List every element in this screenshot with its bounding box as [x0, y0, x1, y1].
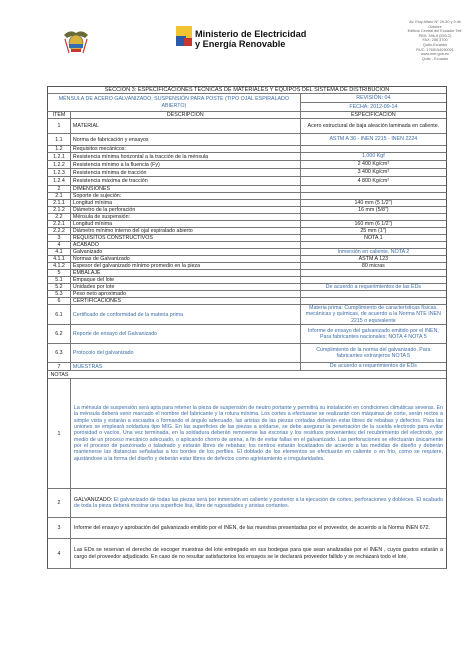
- note-text: [71, 489, 446, 517]
- row-specification: 160 mm (6 1/2"): [354, 221, 393, 227]
- row-item-number: 2.2.1: [48, 221, 71, 227]
- note-body: La ménsula de suspensión será apta para retener la pieza de suspensión de neutro portante y permitirá su instalación en condiciones climáticas severas. En la ménsula deberá venir marcado el nombre del fabricante y la rotura mínima. Los cortes a efectuarse se realizarán con máquinas de corte, serán rectos a simple vista y estarán a escuadra o formando el ángulo adecuado, las aristas de las piezas cortadas deberán estar libres de rebabas y defectos. Para las uniones se empleará soldadura tipo MIG. En las superficies de las piezas a soldarse, se debe asegurar la penetración de la suelda electrodo para evitar porosidad o vacíos. Una vez terminada, en la soldadura deberán removerse las escorias y los residuos provenientes del recubrimiento del electrodo, por medio de un proceso mecánico adecuado, o aplicando chorro de arena, a fin de evitar fallas en el galvanizado. Las perforaciones se efectuarán únicamente por el proceso de punzonado o taladrado y estarán libres de rebabas; los centros estarán localizados de acuerdo a las medidas de diseño y deberán mantenerse las distancias señaladas a los bordes de los perfiles. El doblado de los elementos se efectuarán en caliente o en frío, como se requiere, ajustándose a la forma del diseño y deberán estar libres de defectos como agrietamiento e irregularidades.: [73, 405, 443, 462]
- doc-title-row: [47, 94, 447, 112]
- table-row: [47, 228, 447, 235]
- row-item-number: 4.1: [48, 249, 71, 255]
- note-row: [47, 518, 447, 539]
- note-number: 4: [48, 539, 71, 568]
- row-description: EMBALAJE: [71, 270, 301, 276]
- row-description: Resistencia mínima de tracción: [71, 169, 301, 176]
- note-number: 1: [48, 379, 71, 488]
- table-row: [47, 134, 447, 146]
- row-item-number: 1: [48, 119, 71, 133]
- table-row: [47, 221, 447, 228]
- table-row: [47, 270, 447, 277]
- notes-header-row: [47, 371, 447, 379]
- row-description: REQUISITOS CONSTRUCTIVOS: [71, 235, 301, 241]
- row-description: Certificado de conformidad de la materia prima: [71, 305, 301, 324]
- table-row: [47, 325, 447, 344]
- ministry-logo-red-icon: [184, 38, 192, 46]
- address-line: PBX: 396-9 (593-2): [418, 33, 452, 38]
- row-specification: Cumplimiento de la norma del galvanizado. Para fabricantes extranjeros NOTA 5: [316, 346, 431, 359]
- coat-of-arms-icon: [62, 27, 90, 55]
- table-row: [47, 298, 447, 305]
- row-description: Resistencia mínima horizontal a la tracción de la ménsula: [71, 153, 301, 160]
- row-specification: [301, 146, 446, 152]
- address-line: www.mer.gob.ec: [421, 52, 449, 57]
- table-row: [47, 186, 447, 193]
- row-description: DIMENSIONES: [71, 186, 301, 192]
- row-description: Norma de fabricación y ensayos: [71, 134, 301, 145]
- row-item-number: 1.2: [48, 146, 71, 152]
- note-body: El galvanizado de todas las piezas será por inmersión en caliente y posterior a la ejecución de cortes, perforaciones y dobleces. El acabado de toda la pieza deberá mostrar una superficie lisa, libre de rugosidades y aristas cortantes.: [73, 496, 443, 509]
- notes-list: [47, 379, 447, 569]
- row-description: Empaque del lote: [71, 277, 301, 283]
- row-description: Requisitos mecánicos:: [71, 146, 301, 152]
- row-specification: 140 mm (5 1/2"): [354, 200, 393, 206]
- row-specification: 16 mm (5/8"): [358, 207, 389, 213]
- row-description: Longitud mínima: [71, 200, 301, 206]
- note-text: [71, 379, 446, 488]
- row-item-number: 1.1: [48, 134, 71, 145]
- note-row: [47, 379, 447, 489]
- spec-rows: [47, 119, 447, 371]
- row-description: MATERIAL: [71, 119, 301, 133]
- row-specification: [301, 277, 446, 283]
- table-row: [47, 305, 447, 325]
- row-specification: De acuerdo a requerimientos de las EDs: [325, 284, 422, 290]
- row-specification: [301, 291, 446, 297]
- row-specification: [301, 242, 446, 248]
- revision-cell: [301, 94, 446, 111]
- note-number: 2: [48, 489, 71, 517]
- row-specification: ASTM A 36 - INEN 2215 - INEN 2224: [329, 136, 418, 143]
- table-row: [47, 256, 447, 263]
- row-item-number: 5: [48, 270, 71, 276]
- row-item-number: 2.2: [48, 214, 71, 220]
- row-specification: 80 micras: [361, 263, 385, 269]
- row-specification: [301, 214, 446, 220]
- note-text: [71, 539, 446, 568]
- row-item-number: 1.2.2: [48, 161, 71, 168]
- table-row: [47, 214, 447, 221]
- row-specification: Materia prima: Cumplimiento de características físicas, mecánicas y químicas, de acuerdo a la Norma NTE INEN 2215 o equivalente: [305, 305, 441, 324]
- table-row: [47, 284, 447, 291]
- row-description: ACABADO: [71, 242, 301, 248]
- row-item-number: 2.1.1: [48, 200, 71, 206]
- row-item-number: 6.2: [48, 325, 71, 343]
- row-description: Protocolo del galvanizado: [71, 344, 301, 362]
- row-specification: ASTM A 123: [358, 256, 389, 262]
- column-header-row: [47, 112, 447, 119]
- row-description: Resistencia mínimo a la fluencia (Fy): [71, 161, 301, 168]
- address-line: RUC: 1768154090001: [416, 47, 454, 52]
- table-row: [47, 119, 447, 134]
- row-description: Soporte de sujeción:: [71, 193, 301, 199]
- address-line: FAX: 256 3700: [422, 38, 448, 43]
- notes-label: NOTAS: [50, 371, 69, 378]
- row-item-number: 5.2: [48, 284, 71, 290]
- row-specification: [301, 270, 446, 276]
- row-description: Diámetro mínimo interno del ojal espiralado abierto: [71, 228, 301, 234]
- row-item-number: 2: [48, 186, 71, 192]
- row-item-number: 5.1: [48, 277, 71, 283]
- column-header-specification: ESPECIFICACIÓN: [350, 112, 396, 118]
- table-row: [47, 153, 447, 161]
- row-description: Normas de Galvanizado: [71, 256, 301, 262]
- column-header-item: ITEM: [48, 112, 71, 118]
- table-row: [47, 235, 447, 242]
- table-row: [47, 242, 447, 249]
- row-specification: Inmersión en caliente. NOTA 2: [337, 249, 410, 255]
- table-row: [47, 177, 447, 186]
- table-row: [47, 200, 447, 207]
- address-line: Quito-Ecuador: [422, 42, 448, 47]
- row-item-number: 6: [48, 298, 71, 304]
- row-specification: 1.000 Kgf: [362, 153, 385, 160]
- row-specification: 3 400 Kg/cm²: [357, 169, 390, 176]
- address-line: Av. Eloy Alfaro N° 29-50 y 9 de Octubre: [409, 20, 461, 29]
- table-row: [47, 207, 447, 214]
- row-description: Longitud mínima: [71, 221, 301, 227]
- table-row: [47, 263, 447, 270]
- section-title-row: [47, 86, 447, 94]
- row-item-number: 2.1: [48, 193, 71, 199]
- row-specification: 25 mm (1"): [360, 228, 387, 234]
- row-specification: 2 400 Kg/cm²: [357, 161, 390, 168]
- row-description: Diámetro de la perforación: [71, 207, 301, 213]
- row-item-number: 2.1.2: [48, 207, 71, 213]
- row-description: Unidades por lote: [71, 284, 301, 290]
- row-specification: [301, 193, 446, 199]
- row-description: Resistencia máxima de tracción: [71, 177, 301, 185]
- row-item-number: 4: [48, 242, 71, 248]
- row-item-number: 4.1.2: [48, 263, 71, 269]
- row-item-number: 2.2.2: [48, 228, 71, 234]
- revision-label: REVISIÓN: 04: [301, 94, 446, 103]
- column-header-description: DESCRIPCIÓN: [71, 112, 301, 118]
- section-title: SECCION 3: ESPECIFICACIONES TECNICAS DE MATERIALES Y EQUIPOS DEL SISTEMA DE DISTRIBUCION: [104, 87, 390, 93]
- address-block: [405, 20, 465, 61]
- row-item-number: 6.3: [48, 344, 71, 362]
- table-row: [47, 363, 447, 371]
- ministry-name: [195, 30, 306, 49]
- note-row: [47, 539, 447, 569]
- page-header: [0, 0, 474, 78]
- note-body: Las EDs se reservan el derecho de escoger muestras del lote entregado en sus bodegas para que sean analizadas por el INEN , cuyos gastos estarán a cargo del proveedor adjudicado. En caso de no resultar satisfactorios los ensayos se le declarará proveedor fallido y se rechazará todo el lote.: [73, 547, 443, 560]
- table-row: [47, 169, 447, 177]
- ministry-line-2: y Energía Renovable: [195, 38, 286, 49]
- row-description: MUESTRAS: [71, 363, 301, 370]
- table-row: [47, 249, 447, 256]
- document-title: MÉNSULA DE ACERO GALVANIZADO; SUSPENSIÓN PARA POSTE (TIPO OJAL ESPIRALADO ABIERTO): [48, 94, 301, 111]
- row-item-number: 1.2.3: [48, 169, 71, 176]
- table-row: [47, 193, 447, 200]
- row-description: Peso neto aproximado: [71, 291, 301, 297]
- note-body: Informe del ensayo y aprobación del galvanizado emitido por el INEN, de las muestras presentadas por el proveedor, de acuerdo a la Norma INEN 672.: [73, 524, 430, 531]
- row-specification: 4 800 Kg/cm²: [357, 177, 390, 184]
- row-description: Espesor del galvanizado mínimo promedio en la pieza: [71, 263, 301, 269]
- row-item-number: 4.1.1: [48, 256, 71, 262]
- address-line: Edificio Central del Ecuador Telf.: [407, 29, 463, 34]
- note-prefix: GALVANIZADO:: [73, 496, 114, 503]
- row-specification: [301, 298, 446, 304]
- note-number: 3: [48, 518, 71, 538]
- date-label: FECHA: 2012-09-14: [349, 103, 398, 110]
- row-specification: De acuerdo a requerimientos de EDs: [329, 363, 417, 370]
- row-item-number: 1.2.4: [48, 177, 71, 185]
- table-row: [47, 161, 447, 169]
- row-specification: Informe de ensayo del galvanizado emitido por el INEN, Para fabricantes nacionales; NOTA 4 NOTA 5: [307, 327, 439, 340]
- row-item-number: 1.2.1: [48, 153, 71, 160]
- note-text: [71, 518, 446, 538]
- row-description: CERTIFICACIONES: [71, 298, 301, 304]
- row-description: Reporte de ensayo del Galvanizado: [71, 325, 301, 343]
- note-row: [47, 489, 447, 518]
- row-description: Galvanizado: [71, 249, 301, 255]
- row-specification: NOTA 1: [364, 235, 383, 241]
- spec-sheet: [47, 86, 447, 569]
- row-specification: Acero estructural de baja aleación laminada en caliente.: [307, 122, 440, 129]
- row-description: Ménsula de suspensión:: [71, 214, 301, 220]
- table-row: [47, 344, 447, 363]
- row-item-number: 7: [48, 363, 71, 370]
- address-line: Quito - Ecuador: [421, 56, 449, 61]
- row-item-number: 3: [48, 235, 71, 241]
- row-item-number: 5.3: [48, 291, 71, 297]
- table-row: [47, 146, 447, 153]
- table-row: [47, 291, 447, 298]
- ministry-line-1: Ministerio de Electricidad: [195, 29, 307, 39]
- row-item-number: 6.1: [48, 305, 71, 324]
- row-specification: [301, 186, 446, 192]
- table-row: [47, 277, 447, 284]
